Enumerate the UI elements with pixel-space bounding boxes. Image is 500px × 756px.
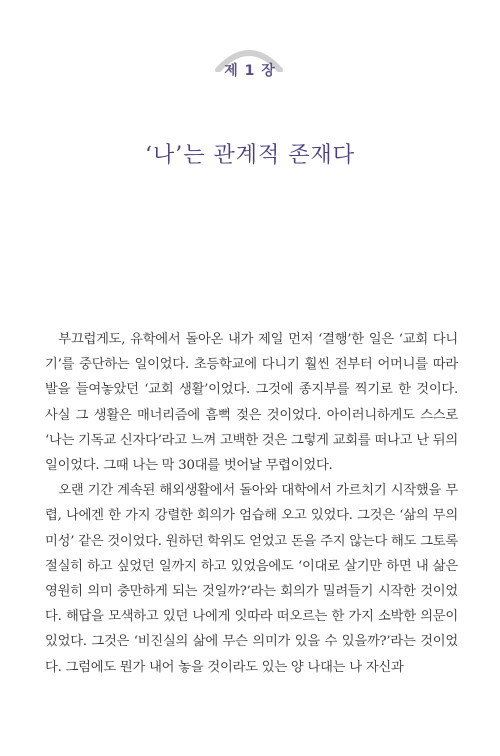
body-text — [45, 327, 458, 680]
chapter-title: ‘나’는 관계적 존재다 — [145, 143, 355, 168]
paragraph: 부끄럽게도, 유학에서 돌아온 내가 제일 먼저 ‘결행’한 일은 ‘교회 다니기’를 중단하는 일이었다. 초등학교에 다니기 훨씬 전부터 어머니를 따라 발을 들여놓았던 ‘교회 생활’이었다. 그것에 종지부를 찍기로 한 것이다. 사실 그 생활은 매너리즘에 흠뻑 젖은 것이었다. 아이러니하게도 스스로 ‘나는 기독교 신자다’라고 느껴 고백한 것은 그렇게 교회를 떠나고 난 뒤의 일이었다. 그때 나는 막 30대를 벗어날 무렵이었다. — [45, 332, 458, 474]
paragraph: 오랜 기간 계속된 해외생활에서 돌아와 대학에서 가르치기 시작했을 무렵, 나에겐 한 가지 강렬한 회의가 엄습해 오고 있었다. 그것은 ‘삶의 무의미성’ 같은 것이었다. 원하던 학위도 얻었고 돈을 주지 않는다 해도 그토록 절실히 하고 싶었던 일까지 하고 있었음에도 ‘이대로 살기만 하면 내 삶은 영원히 의미 충만하게 되는 것일까?’라는 회의가 밀려들기 시작한 것이었다. 해답을 모색하고 있던 나에게 잇따라 떠오르는 한 가지 소박한 의문이 있었다. 그것은 ‘비진실의 삶에 무슨 의미가 있을 수 있을까?’라는 것이었다. 그럼에도 뭔가 내어 놓을 것이라도 있는 양 나대는 나 자신과 — [45, 483, 458, 675]
chapter-label: 제 1 장 — [224, 63, 276, 79]
